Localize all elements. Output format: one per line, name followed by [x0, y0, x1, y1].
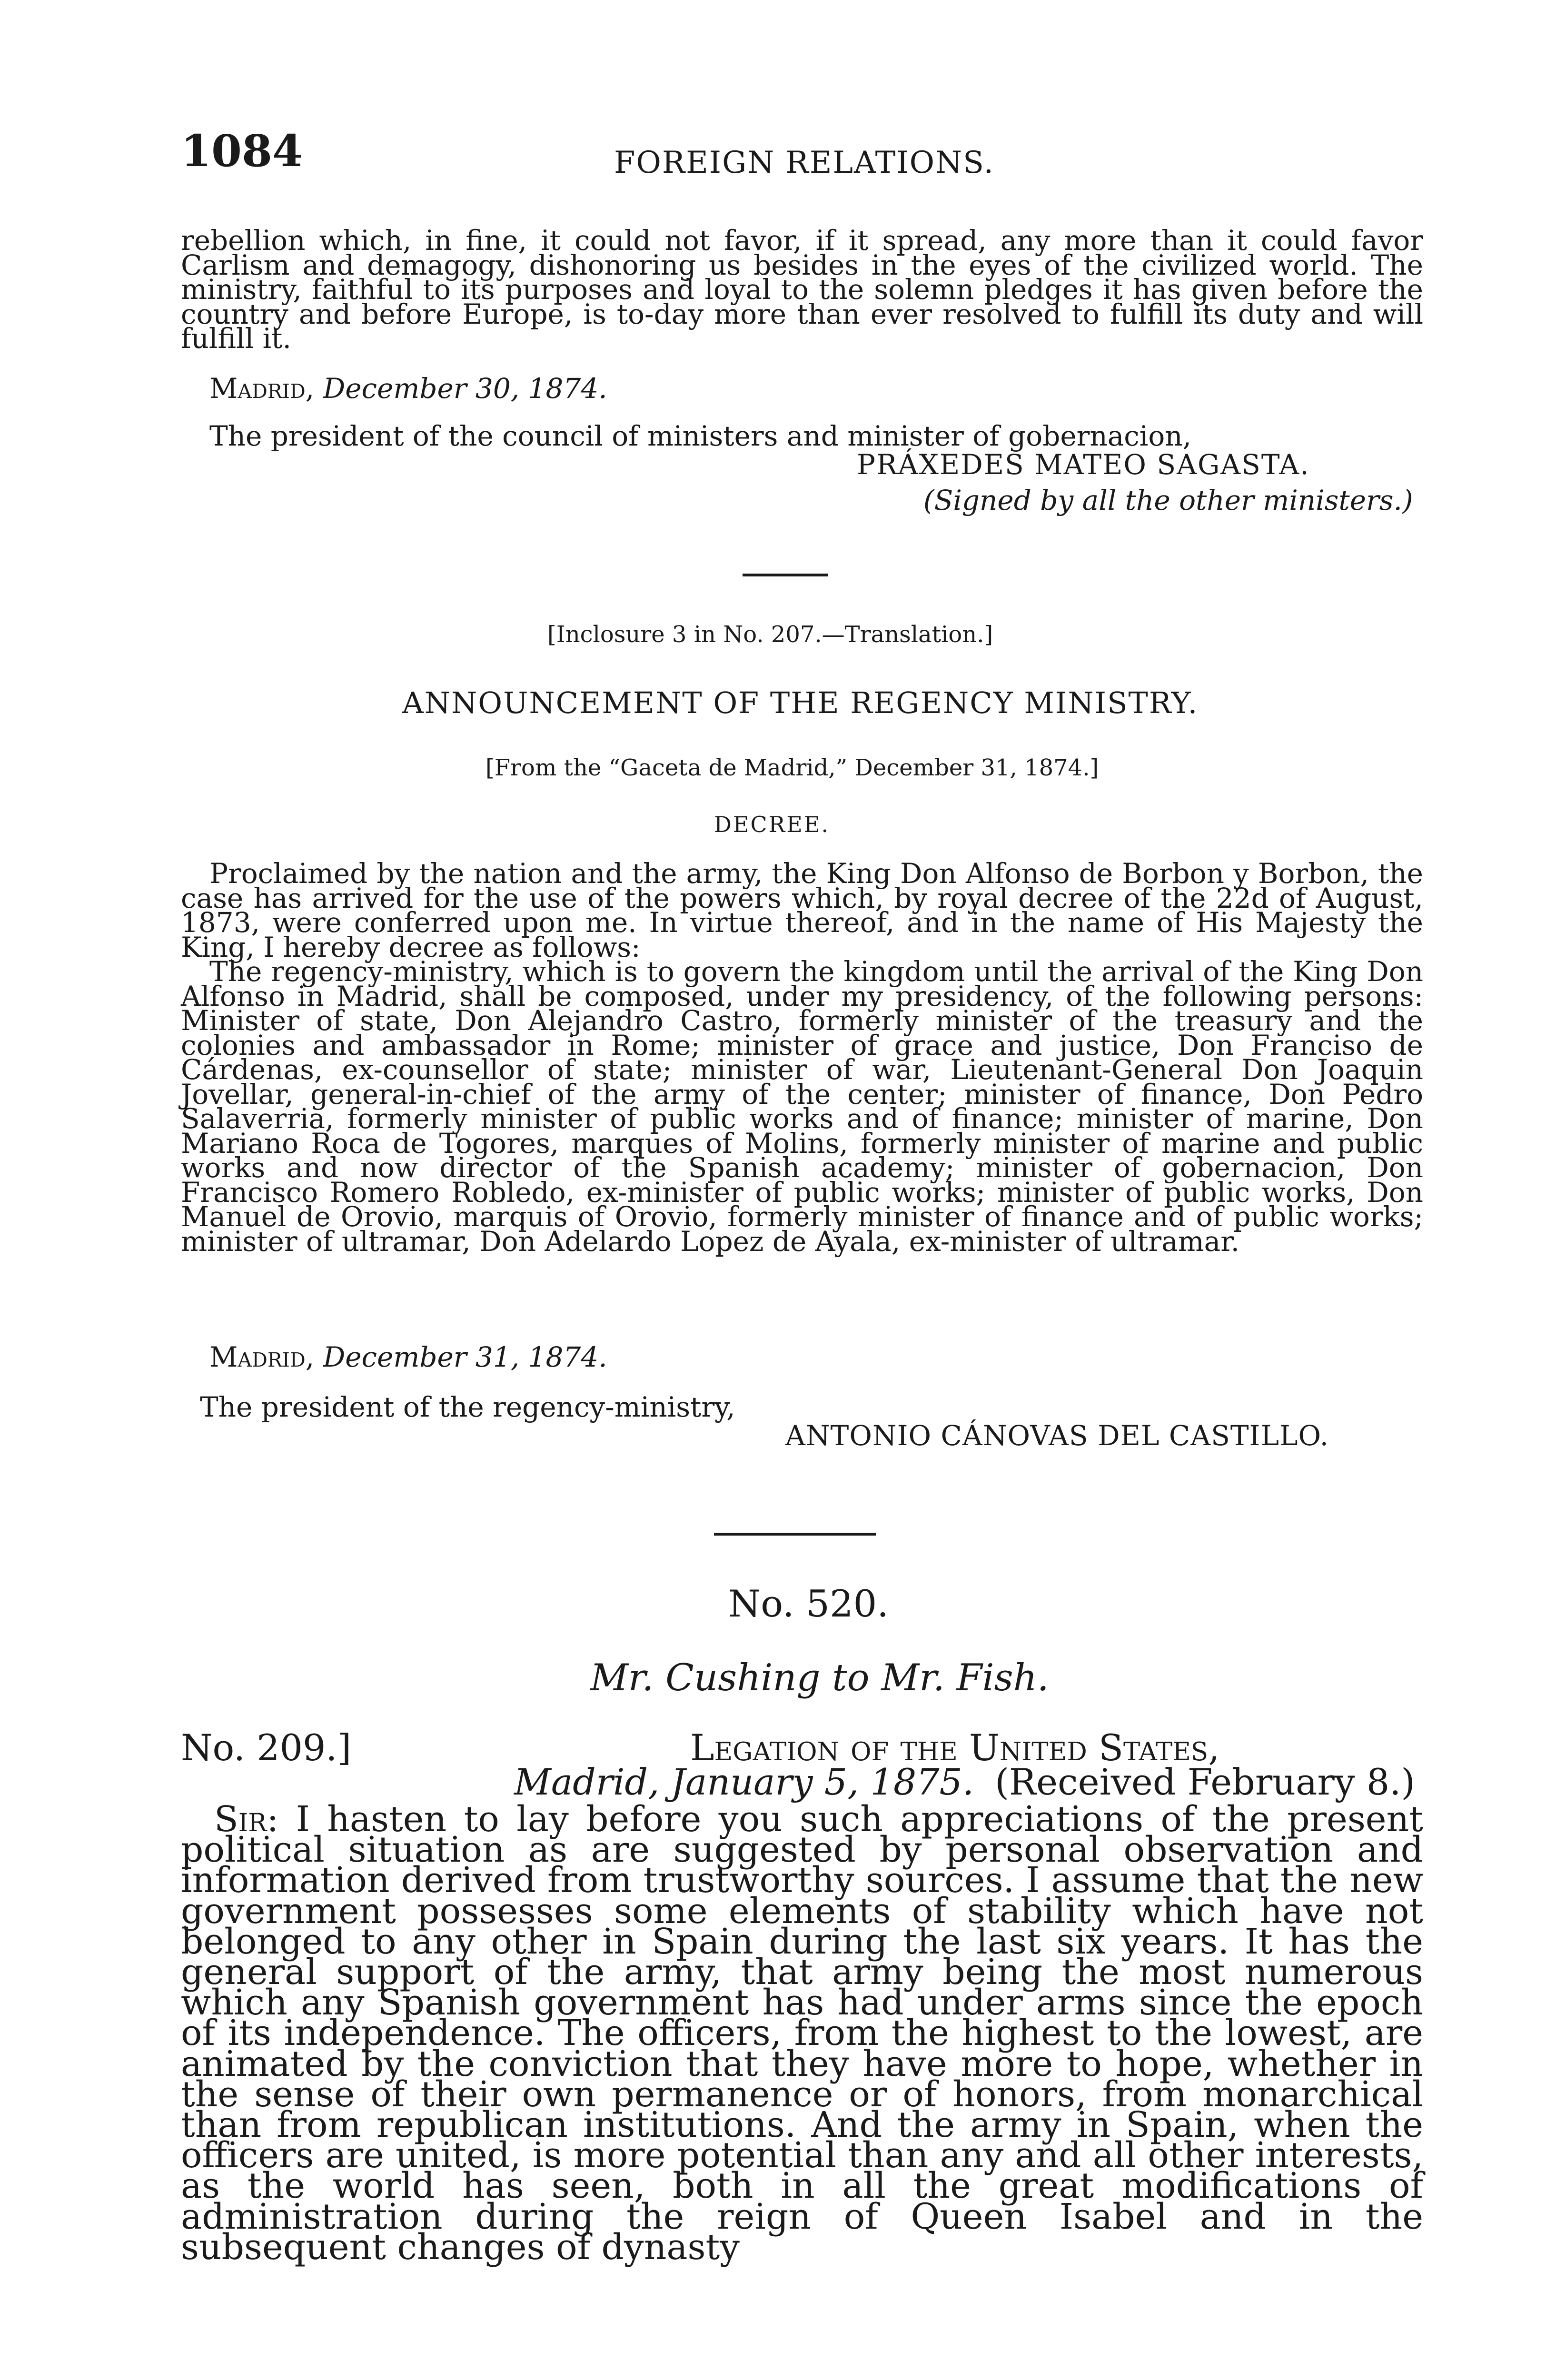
signatory-2-title: The president of the regency-ministry, [200, 1391, 735, 1423]
dateline-2-date: December 31, 1874. [323, 1341, 607, 1373]
dateline-line [514, 1761, 1415, 1803]
letter-body-block [181, 1799, 1423, 2268]
signatory-1-name: PRÁXEDES MATEO SAGASTA. [857, 448, 1310, 481]
running-title: FOREIGN RELATIONS. [614, 145, 994, 180]
section-divider-2 [714, 1533, 876, 1536]
dateline-2-place: Madrid, [209, 1341, 315, 1373]
letter-body [181, 1799, 1423, 2268]
dispatch-dateline: Madrid, January 5, 1875. [514, 1761, 974, 1803]
closing-paragraph: rebellion which, in fine, it could not favor, if it spread, any more than it could favor Carlism and demagogy, dishonoring us besides in the eyes of the civilized world. The ministry, faithful to its purposes and loyal to the solemn pledges it has given before the country and before Europe, is to-day more than ever resolved to fulfill its duty and will fulfill it. [181, 224, 1423, 355]
dateline-1-place: Madrid, [209, 372, 315, 405]
dateline-1 [209, 372, 607, 405]
inclosure-title: ANNOUNCEMENT OF THE REGENCY MINISTRY. [402, 685, 1199, 720]
page-number: 1084 [181, 125, 303, 177]
inclosure-label: [Inclosure 3 in No. 207.—Translation.] [547, 621, 993, 648]
dispatch-number: No. 209.] [181, 1726, 352, 1769]
signatory-2-name: ANTONIO CÁNOVAS DEL CASTILLO. [785, 1419, 1329, 1452]
document-number: No. 520. [728, 1583, 889, 1626]
signatory-1-title: The president of the council of ministers and minister of gobernacion, [209, 420, 1192, 452]
letter-body-text: I hasten to lay before you such appreciations of the present political situation as are suggested by personal observation and information derived from trustworthy sources. I assume that the new government possesses some elements of stability which have not belonged to any other in Spain during the last six years. It has the general support of the army, that army being the most numerous which any Spanish government has had under arms since the epoch of its independence. The officers, from the highest to the lowest, are animated by the conviction that they have more to hope, whether in the sense of their own permanence or of honors, from monarchical than from republican institutions. And the army in Spain, when the officers are united, is more potential than any and all other interests, as the world has seen, both in all the great modifications of administration during the reign of Queen Isabel and in the subsequent changes of dynasty [181, 1799, 1423, 2268]
decree-heading: DECREE. [714, 812, 830, 837]
decree-text-block [181, 857, 1423, 1258]
decree-paragraph-2: The regency-ministry, which is to govern the kingdom until the arrival of the King Don Alfonso in Madrid, shall be composed, under my presidency, of the following persons: Minister of state, Don Alejandro Castro, formerly minister of the treasury and the colonies and ambassador in Rome; minister of grace and justice, Don Franciso de Cárdenas, ex-counsellor of state; minister of war, Lieutenant-General Don Joaquin Jovellar, general-in-chief of the army of the center; minister of finance, Don Pedro Salaverria, formerly minister of public works and of finance; minister of marine, Don Mariano Roca de Togores, marques of Molins, formerly minister of marine and public works and now director of the Spanish academy; minister of gobernacion, Don Francisco Romero Robledo, ex-minister of public works; minister of public works, Don Manuel de Orovio, marquis of Orovio, formerly minister of finance and of public works; minister of ultramar, Don Adelardo Lopez de Ayala, ex-minister of ultramar. [181, 955, 1423, 1258]
decree-paragraph-1: Proclaimed by the nation and the army, the King Don Alfonso de Borbon y Borbon, the case has arrived for the use of the powers which, by royal decree of the 22d of August, 1873, were conferred upon me. In virtue thereof, and in the name of His Majesty the King, I hereby decree as follows: [181, 857, 1423, 963]
signed-note: (Signed by all the other ministers.) [923, 484, 1413, 516]
legation-line: Legation of the United States, [690, 1726, 1220, 1769]
closing-paragraph-block [181, 224, 1423, 355]
dateline-1-date: December 30, 1874. [323, 372, 607, 405]
salutation: Sir: [214, 1799, 279, 1840]
inclosure-source: [From the “Gaceta de Madrid,” December 31, 1874.] [486, 754, 1099, 781]
dateline-2 [209, 1341, 607, 1373]
section-divider-1 [743, 574, 828, 576]
document-title: Mr. Cushing to Mr. Fish. [590, 1656, 1049, 1699]
received-note: (Received February 8.) [995, 1761, 1415, 1803]
